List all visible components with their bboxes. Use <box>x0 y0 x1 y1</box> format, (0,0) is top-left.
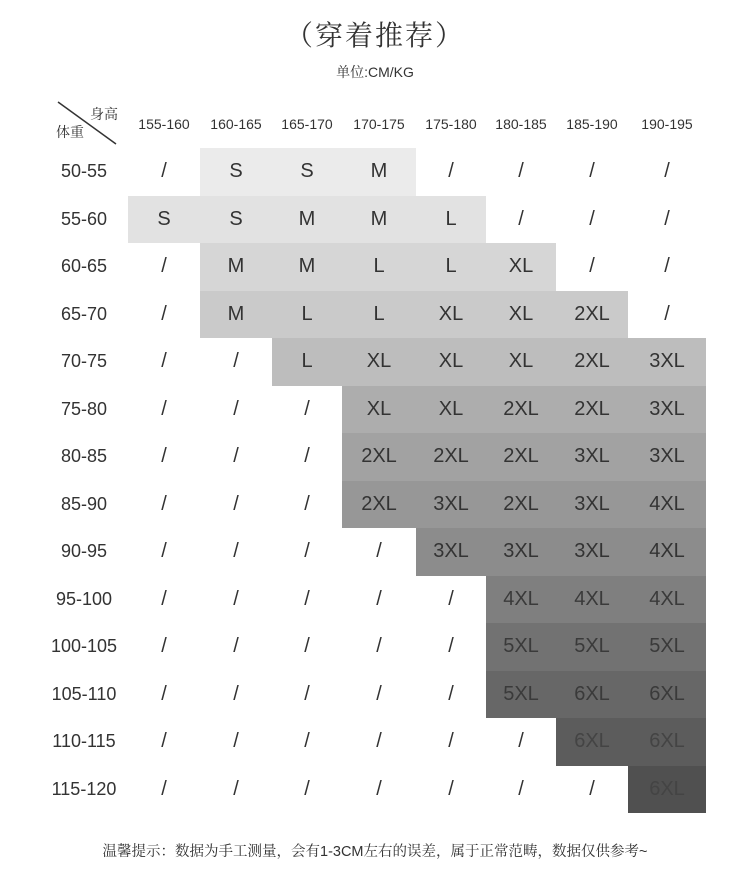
size-cell: 2XL <box>416 433 486 481</box>
weight-row-header: 85-90 <box>60 493 108 514</box>
size-cell: 5XL <box>486 623 556 671</box>
size-cell-empty: / <box>161 302 167 325</box>
size-cell-empty: / <box>376 635 382 658</box>
size-cell: M <box>272 196 342 244</box>
weight-row-header: 115-120 <box>51 778 117 799</box>
size-cell: 6XL <box>556 671 628 719</box>
height-column-header: 160-165 <box>210 116 262 132</box>
size-cell-empty: / <box>664 255 670 278</box>
size-cell-empty: / <box>161 587 167 610</box>
size-cell: M <box>200 291 272 339</box>
size-cell-empty: / <box>518 777 524 800</box>
size-cell-empty: / <box>233 397 239 420</box>
size-cell: M <box>200 243 272 291</box>
size-cell: L <box>272 291 342 339</box>
size-cell-empty: / <box>304 445 310 468</box>
size-cell: 3XL <box>556 433 628 481</box>
weight-row-header: 55-60 <box>60 208 108 229</box>
size-cell: L <box>342 291 416 339</box>
height-column-header: 165-170 <box>281 116 333 132</box>
weight-row-header: 95-100 <box>55 588 113 609</box>
size-cell: L <box>342 243 416 291</box>
size-cell-empty: / <box>589 160 595 183</box>
size-cell: 2XL <box>556 338 628 386</box>
size-cell-empty: / <box>448 682 454 705</box>
size-cell: 2XL <box>556 386 628 434</box>
size-cell-empty: / <box>161 540 167 563</box>
size-cell: 2XL <box>342 433 416 481</box>
size-cell-empty: / <box>304 682 310 705</box>
size-cell: M <box>272 243 342 291</box>
size-cell: 4XL <box>486 576 556 624</box>
size-cell: 4XL <box>556 576 628 624</box>
size-cell-empty: / <box>376 587 382 610</box>
size-cell: 3XL <box>628 433 706 481</box>
size-cell: 5XL <box>486 671 556 719</box>
size-cell-empty: / <box>304 397 310 420</box>
size-cell-empty: / <box>376 682 382 705</box>
weight-row-header: 80-85 <box>60 446 108 466</box>
size-cell: 3XL <box>416 481 486 529</box>
size-cell-empty: / <box>448 587 454 610</box>
size-cell: 5XL <box>556 623 628 671</box>
size-cell-empty: / <box>161 350 167 373</box>
size-cell: XL <box>342 338 416 386</box>
size-cell: 2XL <box>556 291 628 339</box>
size-cell: 6XL <box>628 766 706 814</box>
size-cell-empty: / <box>518 730 524 753</box>
size-cell-empty: / <box>664 207 670 230</box>
size-cell-empty: / <box>589 777 595 800</box>
size-cell: 4XL <box>628 481 706 529</box>
unit-label: 单位:CM/KG <box>336 64 414 80</box>
size-cell-empty: / <box>161 160 167 183</box>
height-axis-label: 身高 <box>90 106 118 122</box>
size-cell: L <box>272 338 342 386</box>
size-cell-empty: / <box>304 777 310 800</box>
size-cell-empty: / <box>233 350 239 373</box>
size-cell-empty: / <box>448 160 454 183</box>
size-cell: 2XL <box>486 433 556 481</box>
size-cell: XL <box>486 291 556 339</box>
size-cell-empty: / <box>161 492 167 515</box>
size-cell-empty: / <box>664 302 670 325</box>
size-cell-empty: / <box>664 160 670 183</box>
size-cell-empty: / <box>376 730 382 753</box>
size-cell: XL <box>486 338 556 386</box>
size-cell: 2XL <box>342 481 416 529</box>
size-cell-empty: / <box>233 730 239 753</box>
weight-row-header: 65-70 <box>60 303 108 324</box>
weight-row-header: 105-110 <box>51 683 117 704</box>
size-cell: 6XL <box>628 718 706 766</box>
size-cell: S <box>200 148 272 196</box>
size-cell: XL <box>416 338 486 386</box>
table-corner-header <box>54 100 120 146</box>
size-cell-empty: / <box>161 730 167 753</box>
height-column-header: 185-190 <box>566 116 618 132</box>
height-column-header: 170-175 <box>353 116 405 132</box>
size-cell: 6XL <box>556 718 628 766</box>
size-cell: 2XL <box>486 481 556 529</box>
size-cell-empty: / <box>589 207 595 230</box>
size-cell: M <box>342 148 416 196</box>
size-cell-empty: / <box>589 255 595 278</box>
size-cell: 3XL <box>486 528 556 576</box>
size-cell-empty: / <box>448 730 454 753</box>
size-cell-empty: / <box>161 445 167 468</box>
page-title: （穿着推荐） <box>284 19 465 52</box>
size-cell-empty: / <box>161 255 167 278</box>
height-column-header: 180-185 <box>495 116 547 132</box>
size-cell-empty: / <box>161 777 167 800</box>
size-cell: 2XL <box>486 386 556 434</box>
size-cell-empty: / <box>161 635 167 658</box>
size-cell: 4XL <box>628 576 706 624</box>
size-cell-empty: / <box>233 635 239 658</box>
size-cell-empty: / <box>304 540 310 563</box>
weight-row-header: 60-65 <box>60 256 108 276</box>
size-cell: XL <box>342 386 416 434</box>
size-cell-empty: / <box>233 540 239 563</box>
size-cell: S <box>200 196 272 244</box>
size-cell-empty: / <box>304 730 310 753</box>
size-cell-empty: / <box>161 397 167 420</box>
size-cell: 5XL <box>628 623 706 671</box>
disclaimer-note: 温馨提示：数据为手工测量，会有1-3CM左右的误差，属于正常范畴，数据仅供参考~ <box>102 844 648 860</box>
size-cell: 3XL <box>628 338 706 386</box>
size-cell-empty: / <box>376 540 382 563</box>
size-cell-empty: / <box>233 587 239 610</box>
size-cell-empty: / <box>518 207 524 230</box>
size-cell: S <box>272 148 342 196</box>
weight-row-header: 50-55 <box>60 161 108 181</box>
size-cell-empty: / <box>376 777 382 800</box>
size-cell: 4XL <box>628 528 706 576</box>
size-cell-empty: / <box>448 635 454 658</box>
size-cell: M <box>342 196 416 244</box>
size-cell-empty: / <box>304 587 310 610</box>
size-cell: 3XL <box>556 528 628 576</box>
weight-axis-label: 体重 <box>56 124 84 140</box>
size-cell: L <box>416 196 486 244</box>
size-cell: 3XL <box>556 481 628 529</box>
size-cell-empty: / <box>233 445 239 468</box>
size-cell: XL <box>416 386 486 434</box>
size-cell-empty: / <box>304 492 310 515</box>
size-cell-empty: / <box>233 492 239 515</box>
height-column-header: 155-160 <box>138 116 190 132</box>
size-cell-empty: / <box>448 777 454 800</box>
size-cell: XL <box>416 291 486 339</box>
size-cell-empty: / <box>304 635 310 658</box>
size-cell: L <box>416 243 486 291</box>
weight-row-header: 100-105 <box>50 636 118 656</box>
size-cell-empty: / <box>161 682 167 705</box>
height-column-header: 190-195 <box>641 116 693 132</box>
weight-row-header: 90-95 <box>60 541 108 561</box>
size-cell-empty: / <box>518 160 524 183</box>
size-cell-empty: / <box>233 682 239 705</box>
size-cell: 6XL <box>628 671 706 719</box>
weight-row-header: 70-75 <box>60 351 108 371</box>
weight-row-header: 75-80 <box>60 398 108 419</box>
size-cell: S <box>128 196 200 244</box>
size-cell: XL <box>486 243 556 291</box>
height-column-header: 175-180 <box>425 116 477 132</box>
size-cell: 3XL <box>628 386 706 434</box>
weight-row-header: 110-115 <box>52 731 116 751</box>
size-cell: 3XL <box>416 528 486 576</box>
size-cell-empty: / <box>233 777 239 800</box>
